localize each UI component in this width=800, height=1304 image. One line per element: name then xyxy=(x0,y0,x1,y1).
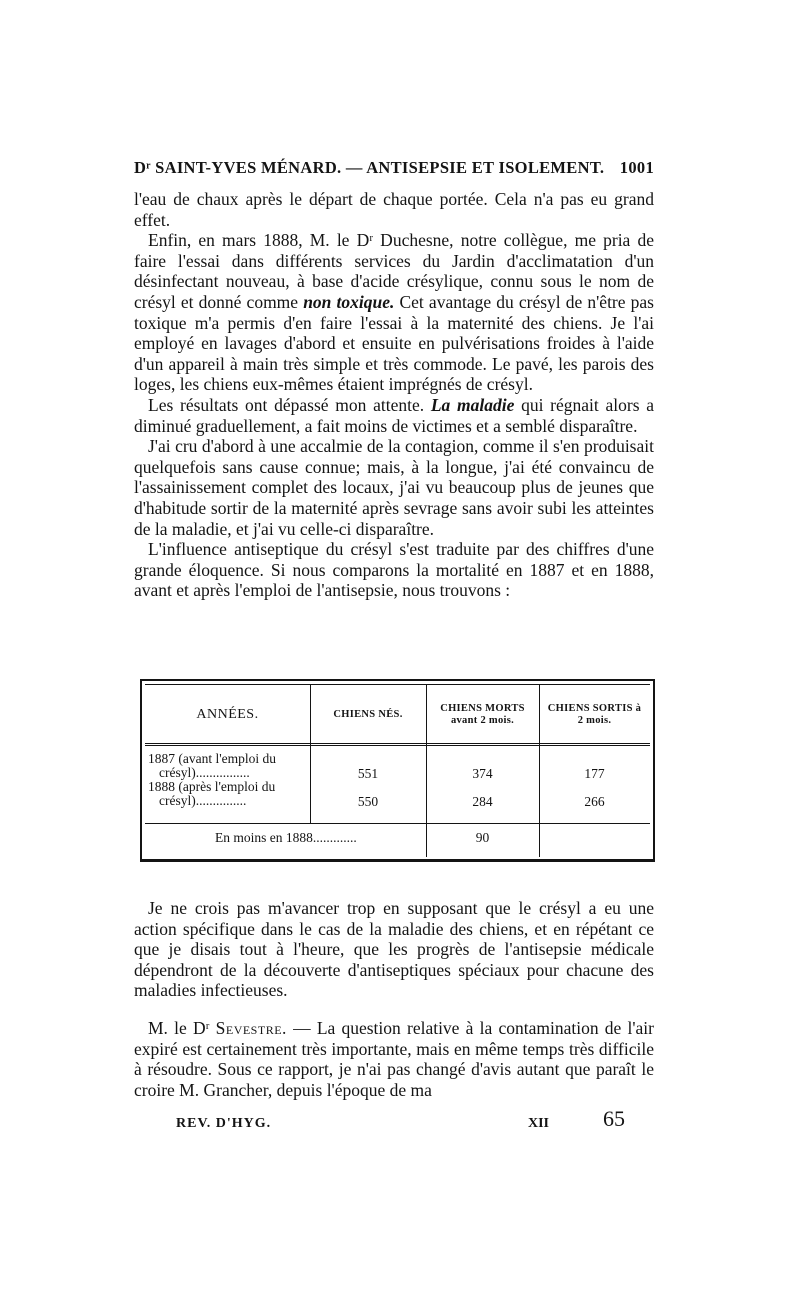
cell-sortis: 266 xyxy=(584,794,605,809)
table-header-sortis: CHIENS SORTIS à 2 mois. xyxy=(547,703,642,726)
cell-morts: 284 xyxy=(472,794,493,809)
row-label: 1887 (avant l'emploi du xyxy=(148,751,277,766)
row-label: crésyl)................ xyxy=(159,765,250,780)
total-label: En moins en 1888............. xyxy=(215,830,357,845)
table-header-morts: CHIENS MORTS avant 2 mois. xyxy=(440,703,525,726)
page-number: 1001 xyxy=(619,158,654,177)
cell-sortis: 177 xyxy=(584,766,605,781)
paragraph: L'influence antiseptique du crésyl s'est traduite par des chiffres d'une grande éloquence. Si nous comparons la mortalité en 1887 et en 1888, avant et après l'emploi de l'antisepsie, nous trouvons : xyxy=(134,539,654,601)
paragraph-text: — La question relative à la contamination de l'air expiré est certainement très importante, mais en même temps très difficile à résoudre. Sous ce rapport, je n'ai pas changé d'avis autant que paraît le croire M. Grancher, depuis l'époque de ma xyxy=(134,1018,654,1100)
text-block-bottom xyxy=(134,898,654,1001)
paragraph xyxy=(134,230,654,395)
cell-nes: 550 xyxy=(357,794,379,809)
cell-morts: 374 xyxy=(472,766,493,781)
speaker-prefix: M. le Dʳ xyxy=(148,1018,216,1038)
emphasis: non toxique. xyxy=(303,291,395,312)
paragraph: l'eau de chaux après le départ de chaque portée. Cela n'a pas eu grand effet. xyxy=(134,189,654,230)
text-block-top xyxy=(134,189,654,601)
paragraph: J'ai cru d'abord à une accalmie de la contagion, comme il s'en produisait quelquefois sans cause connue; mais, à la longue, j'ai été convaincu de l'assainissement complet des locaux, j'ai vu beaucoup plus de jeunes que d'habitude sortir de la maternité après sevrage sans avoir subi les atteintes de la maladie, et j'ai vu celle-ci disparaître. xyxy=(134,436,654,539)
speaker-name: Sevestre. xyxy=(215,1018,287,1038)
volume-number: XII xyxy=(528,1116,550,1131)
mortality-table xyxy=(140,679,655,862)
paragraph-text: Enfin, en mars 1888, M. le Dʳ Duchesne, notre collègue, me pria de faire l'essai dans différents services du Jardin d'acclimatation d'un désinfectant nouveau, à base d'acide crésylique, connu sous le nom de crésyl et donné comme xyxy=(134,230,654,312)
table-inner xyxy=(145,684,650,856)
journal-abbrev: REV. D'HYG. xyxy=(176,1116,272,1131)
page-footer xyxy=(176,1106,626,1142)
paragraph-text: qui régnait alors a diminué graduellement, a fait moins de victimes et a semblé disparaître. xyxy=(134,394,655,436)
running-title: Dʳ SAINT-YVES MÉNARD. — ANTISEPSIE ET ISOLEMENT. xyxy=(134,158,605,177)
signature-number: 65 xyxy=(603,1106,625,1131)
total-value: 90 xyxy=(475,830,490,845)
running-header xyxy=(134,158,654,178)
emphasis: La maladie xyxy=(430,394,515,415)
paragraph xyxy=(134,1018,654,1100)
paragraph-text: Les résultats ont dépassé mon attente. xyxy=(148,394,431,415)
row-label: 1888 (après l'emploi du xyxy=(148,779,276,794)
table-header-nes: CHIENS NÉS. xyxy=(333,709,403,720)
cell-nes: 551 xyxy=(357,766,379,781)
table-rule xyxy=(145,823,650,824)
paragraph-text: Cet avantage du crésyl de n'être pas toxique m'a permis d'en faire l'essai à la maternité des chiens. Je l'ai employé en lavages d'abord et ensuite en pulvérisations froides à l'aide d'un appareil à main très simple et très commode. Le pavé, les parois des loges, les chiens eux-mêmes étaient imprégnés de crésyl. xyxy=(134,291,654,395)
table-rule xyxy=(145,743,650,744)
text-block-sevestre xyxy=(134,1018,654,1100)
row-label: crésyl)............... xyxy=(159,793,247,808)
paragraph xyxy=(134,395,654,436)
paragraph: Je ne crois pas m'avancer trop en supposant que le crésyl a eu une action spécifique dans le cas de la maladie des chiens, et en répétant ce que je disais tout à l'heure, que les progrès de l'antisepsie médicale dépendront de la découverte d'antiseptiques spéciaux pour chacune des maladies infectieuses. xyxy=(134,898,654,1001)
table-rule xyxy=(145,745,650,746)
table-header-annees: ANNÉES. xyxy=(196,707,259,722)
